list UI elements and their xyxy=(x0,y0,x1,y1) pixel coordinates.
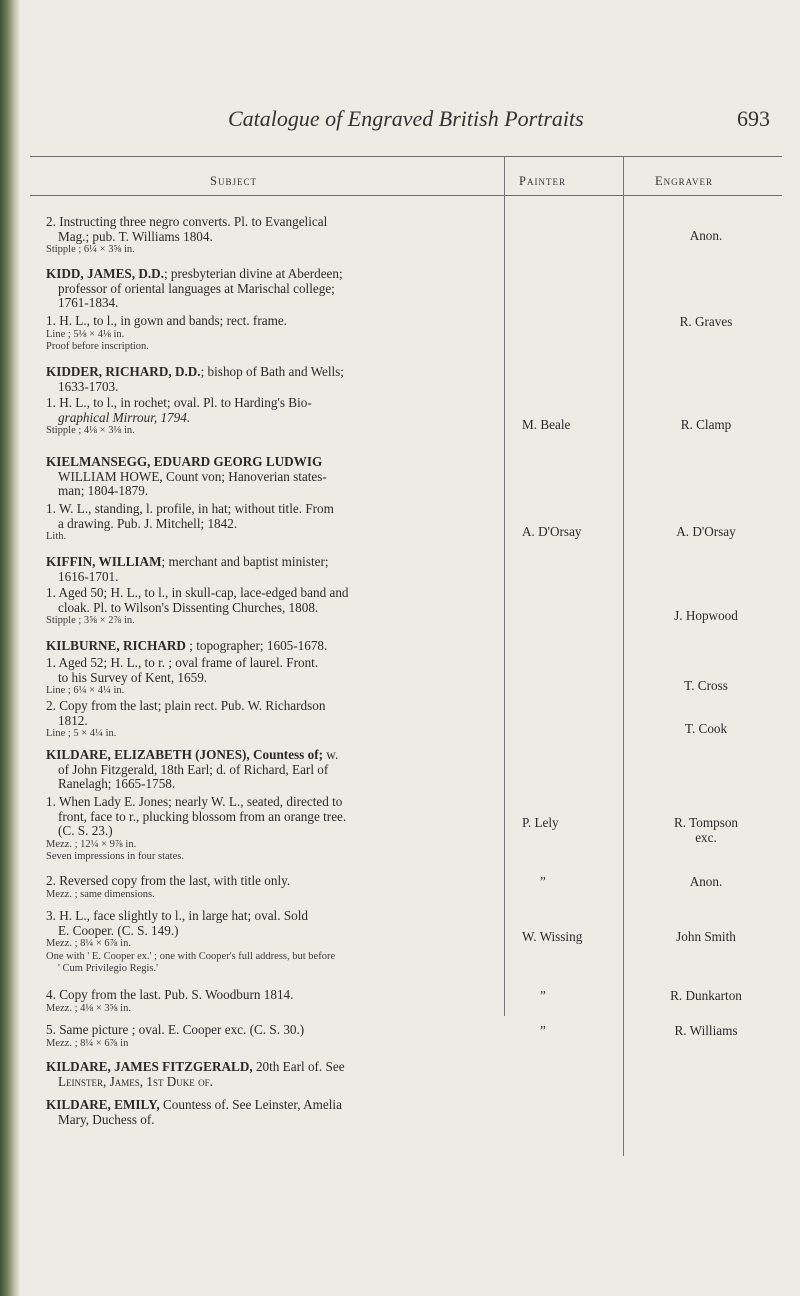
entry-kildare-elizabeth-3 xyxy=(46,909,501,976)
entry-kildare-elizabeth-4 xyxy=(46,988,501,1015)
painter-ditto: ” xyxy=(540,874,546,889)
entry-line: 1. Aged 50; H. L., to l., in skull-cap, lace-edged band and xyxy=(46,585,349,600)
entry-line: professor of oriental languages at Marischal college; xyxy=(58,280,335,296)
sitter-name: KIFFIN, WILLIAM xyxy=(46,554,162,569)
entry-note: Stipple ; 6¼ × 3⅝ in. xyxy=(46,244,135,255)
entry-kiffin-1 xyxy=(46,586,501,628)
entry-line: E. Cooper. (C. S. 149.) xyxy=(58,922,179,938)
entry-note: Mezz. ; 8¼ × 6⅞ in. xyxy=(46,938,131,949)
entry-line: 1761-1834. xyxy=(58,295,119,310)
entry-note: Line ; 6¼ × 4¼ in. xyxy=(46,685,125,696)
painter-ditto: ” xyxy=(540,1023,546,1038)
entry-line: a drawing. Pub. J. Mitchell; 1842. xyxy=(58,515,238,531)
entry-kildare-elizabeth-1 xyxy=(46,795,501,864)
entry-line: 1. H. L., to l., in gown and bands; rect. frame. xyxy=(46,313,287,328)
entry-note: Proof before inscription. xyxy=(46,341,149,352)
column-divider-1 xyxy=(504,156,505,1016)
entry-note: Stipple ; 3⅝ × 2⅞ in. xyxy=(46,615,135,626)
entry-kildare-elizabeth-2 xyxy=(46,874,501,901)
entry-line: Mary, Duchess of. xyxy=(58,1111,155,1127)
entry-line: 1. Aged 52; H. L., to r. ; oval frame of laurel. Front. xyxy=(46,655,319,670)
engraver-cell: R. Tompson xyxy=(673,815,739,830)
entry-note: Mezz. ; same dimensions. xyxy=(46,888,155,900)
entry-kildare-elizabeth-5 xyxy=(46,1023,501,1050)
entry-line: ; presbyterian divine at Aberdeen; xyxy=(163,266,343,281)
entry-line: 3. H. L., face slightly to l., in large hat; oval. Sold xyxy=(46,908,308,923)
engraver-cell: T. Cross xyxy=(684,678,728,693)
column-header-subject: Subject xyxy=(210,174,257,188)
entry-note: Lith. xyxy=(46,531,67,542)
entry-negro-converts xyxy=(46,215,501,257)
table-top-rule xyxy=(30,156,782,157)
entry-line: ; topographer; 1605-1678. xyxy=(185,638,328,653)
entry-line: 4. Copy from the last. Pub. S. Woodburn 1814. xyxy=(46,987,294,1002)
engraver-cell: A. D'Orsay xyxy=(676,524,736,539)
entry-note: ' Cum Privilegio Regis.' xyxy=(58,963,159,974)
entry-note: Mezz. ; 4⅛ × 3⅝ in. xyxy=(46,1002,131,1014)
column-header-painter: Painter xyxy=(519,174,566,188)
entry-line: 1. H. L., to l., in rochet; oval. Pl. to Harding's Bio- xyxy=(46,395,312,410)
entry-line: 5. Same picture ; oval. E. Cooper exc. (C. S. 30.) xyxy=(46,1022,305,1037)
entry-line: 1633-1703. xyxy=(58,378,119,394)
entry-note: Line ; 5⅛ × 4⅛ in. xyxy=(46,328,125,340)
entry-line: ; merchant and baptist minister; xyxy=(161,554,329,569)
entry-kildare-emily xyxy=(46,1098,501,1127)
page-number: 693 xyxy=(737,106,770,131)
engraver-cell: Anon. xyxy=(689,228,723,243)
sitter-name: KILDARE, EMILY, xyxy=(46,1097,160,1112)
entry-kidd-1 xyxy=(46,314,501,354)
entry-line: graphical Mirrour, 1794. xyxy=(58,409,191,425)
book-spine-edge xyxy=(0,0,20,1296)
painter-cell: P. Lely xyxy=(522,815,559,830)
entry-line: (C. S. 23.) xyxy=(58,823,113,838)
entry-line: w. xyxy=(322,747,339,762)
entry-line: man; 1804-1879. xyxy=(58,483,149,498)
entry-line: front, face to r., plucking blossom from an orange tree. xyxy=(58,808,347,824)
entry-line: 1812. xyxy=(58,712,88,728)
entry-line: ; bishop of Bath and Wells; xyxy=(200,364,344,379)
entry-kidd-heading xyxy=(46,267,501,311)
entry-kilburne-1 xyxy=(46,656,501,698)
entry-kielmansegg-1 xyxy=(46,502,501,544)
engraver-cell: T. Cook xyxy=(684,721,728,736)
entry-line: 2. Reversed copy from the last, with title only. xyxy=(46,873,291,888)
entry-kildare-james xyxy=(46,1060,501,1089)
engraver-cell: R. Clamp xyxy=(680,417,732,432)
entry-line: to his Survey of Kent, 1659. xyxy=(58,669,208,685)
entry-note: Seven impressions in four states. xyxy=(46,851,184,862)
entry-line: Ranelagh; 1665-1758. xyxy=(58,776,176,791)
entry-line: Leinster, James, 1st Duke of. xyxy=(58,1073,213,1089)
entry-line: 1616-1701. xyxy=(58,568,119,584)
entry-line: 1. W. L., standing, l. profile, in hat; without title. From xyxy=(46,501,334,516)
engraver-cell: John Smith xyxy=(676,929,736,944)
entry-line: 1. When Lady E. Jones; nearly W. L., seated, directed to xyxy=(46,794,343,809)
entry-kielmansegg-heading xyxy=(46,455,501,499)
painter-cell: W. Wissing xyxy=(522,929,583,944)
entry-line: WILLIAM HOWE, Count von; Hanoverian states- xyxy=(58,468,327,484)
engraver-cell: R. Dunkarton xyxy=(670,988,742,1003)
painter-cell: M. Beale xyxy=(522,417,571,432)
entry-line: of John Fitzgerald, 18th Earl; d. of Richard, Earl of xyxy=(58,761,329,777)
sitter-name: KIDDER, RICHARD, D.D. xyxy=(46,364,201,379)
entry-kiffin-heading xyxy=(46,555,501,584)
painter-ditto: ” xyxy=(540,988,546,1003)
entry-line: 2. Copy from the last; plain rect. Pub. W. Richardson xyxy=(46,698,326,713)
sitter-name: KILDARE, ELIZABETH (JONES), Countess of; xyxy=(46,747,323,762)
entry-line: 2. Instructing three negro converts. Pl. to Evangelical xyxy=(46,214,328,229)
entry-note: Mezz. ; 12¼ × 9⅞ in. xyxy=(46,838,137,850)
table-header-rule xyxy=(30,195,782,196)
running-header-title: Catalogue of Engraved British Portraits xyxy=(228,106,584,131)
column-header-engraver: Engraver xyxy=(655,174,713,188)
column-divider-2 xyxy=(623,156,624,1156)
engraver-cell: Anon. xyxy=(689,874,723,889)
entry-note: Line ; 5 × 4¼ in. xyxy=(46,728,117,739)
sitter-name: KIELMANSEGG, EDUARD GEORG LUDWIG xyxy=(46,454,323,469)
entry-line: Mag.; pub. T. Williams 1804. xyxy=(58,228,213,244)
sitter-name: KIDD, JAMES, D.D. xyxy=(46,266,164,281)
painter-cell: A. D'Orsay xyxy=(522,524,582,539)
entry-note: Stipple ; 4⅛ × 3⅛ in. xyxy=(46,425,135,436)
sitter-name: KILBURNE, RICHARD xyxy=(46,638,186,653)
sitter-name: KILDARE, JAMES FITZGERALD, xyxy=(46,1059,253,1074)
engraver-cell: R. Graves xyxy=(679,314,733,329)
entry-kilburne-heading xyxy=(46,639,501,654)
engraver-cell: exc. xyxy=(695,830,717,845)
entry-note: One with ' E. Cooper ex.' ; one with Cooper's full address, but before xyxy=(46,950,336,962)
entry-line: 20th Earl of. See xyxy=(252,1059,345,1074)
entry-kidder-heading xyxy=(46,365,501,394)
engraver-cell: R. Williams xyxy=(674,1023,738,1038)
entry-note: Mezz. ; 8¼ × 6⅞ in xyxy=(46,1037,129,1049)
entry-line: cloak. Pl. to Wilson's Dissenting Churches, 1808. xyxy=(58,599,319,615)
engraver-cell: J. Hopwood xyxy=(674,608,738,623)
entry-line: Countess of. See Leinster, Amelia xyxy=(159,1097,342,1112)
entry-kildare-elizabeth-heading xyxy=(46,748,501,792)
entry-kidder-1 xyxy=(46,396,501,438)
entry-kilburne-2 xyxy=(46,699,501,741)
